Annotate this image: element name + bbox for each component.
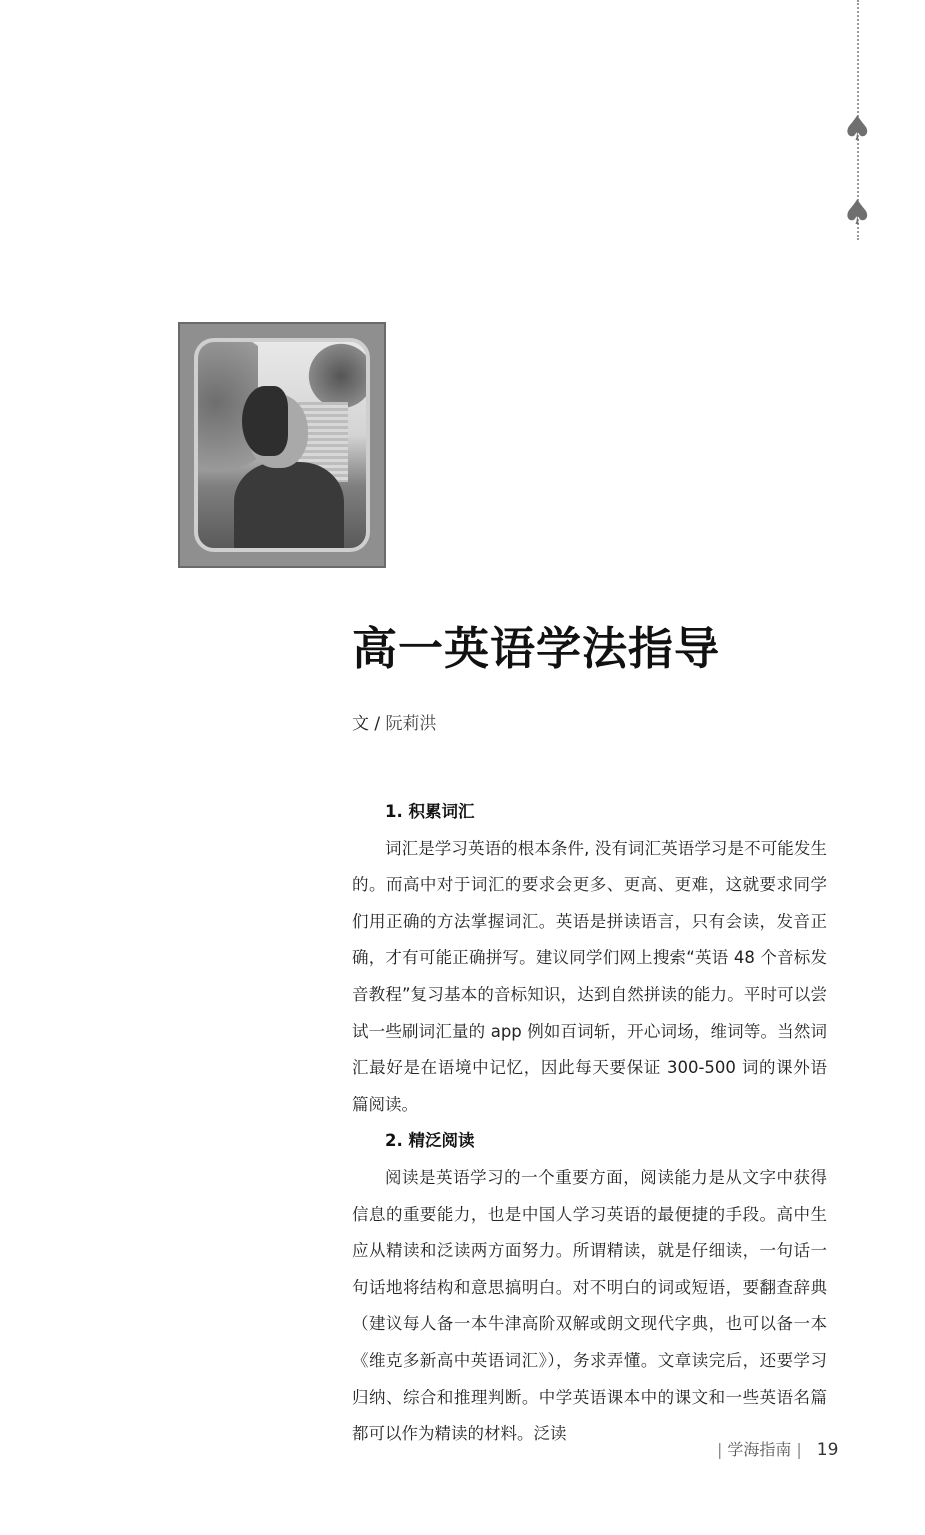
author-name: 阮莉洪 (385, 714, 437, 734)
person-hair-shape (242, 386, 288, 456)
section-heading: 1. 积累词汇 (385, 802, 475, 821)
footer-divider: | (717, 1440, 723, 1459)
article-body (352, 794, 827, 1453)
section-paragraph: 阅读是英语学习的一个重要方面，阅读能力是从文字中获得信息的重要能力，也是中国人学习英语的最便捷的手段。高中生应从精读和泛读两方面努力。所谓精读，就是仔细读，一句话一句话地将结构和意思搞明白。对不明白的词或短语，要翻查辞典（建议每人备一本牛津高阶双解或朗文现代字典，也可以备一本《维克多新高中英语词汇》），务求弄懂。文章读完后，还要学习归纳、综合和推理判断。中学英语课本中的课文和一些英语名篇都可以作为精读的材料。泛读 (352, 1167, 827, 1444)
person-body-shape (234, 462, 344, 552)
section-heading: 2. 精泛阅读 (385, 1131, 475, 1151)
journal-name: 学海指南 (727, 1440, 792, 1459)
heart-icon: ♠ (842, 193, 873, 233)
footer-divider: | (796, 1440, 802, 1459)
portrait-image (194, 338, 370, 552)
article-title: 高一英语学法指导 (352, 622, 721, 675)
byline (352, 709, 437, 734)
author-portrait (178, 322, 386, 568)
page-number: 19 (816, 1440, 839, 1460)
byline-prefix: 文 / (352, 714, 381, 734)
heart-icon: ♠ (842, 109, 873, 149)
section-paragraph: 词汇是学习英语的根本条件, 没有词汇英语学习是不可能发生的。而高中对于词汇的要求会更多、更高、更难，这就要求同学们用正确的方法掌握词汇。英语是拼读语言，只有会读，发音正确，才有可能正确拼写。建议同学们网上搜索“英语 48 个音标发音教程”复习基本的音标知识，达到自然拼读的能力。平时可以尝试一些刷词汇量的 app 例如百词斩，开心词场，维词等。当然词汇最好是在语境中记忆，因此每天要保证 300-500 词的课外语篇阅读。 (352, 838, 827, 1114)
page-footer (712, 1437, 838, 1460)
